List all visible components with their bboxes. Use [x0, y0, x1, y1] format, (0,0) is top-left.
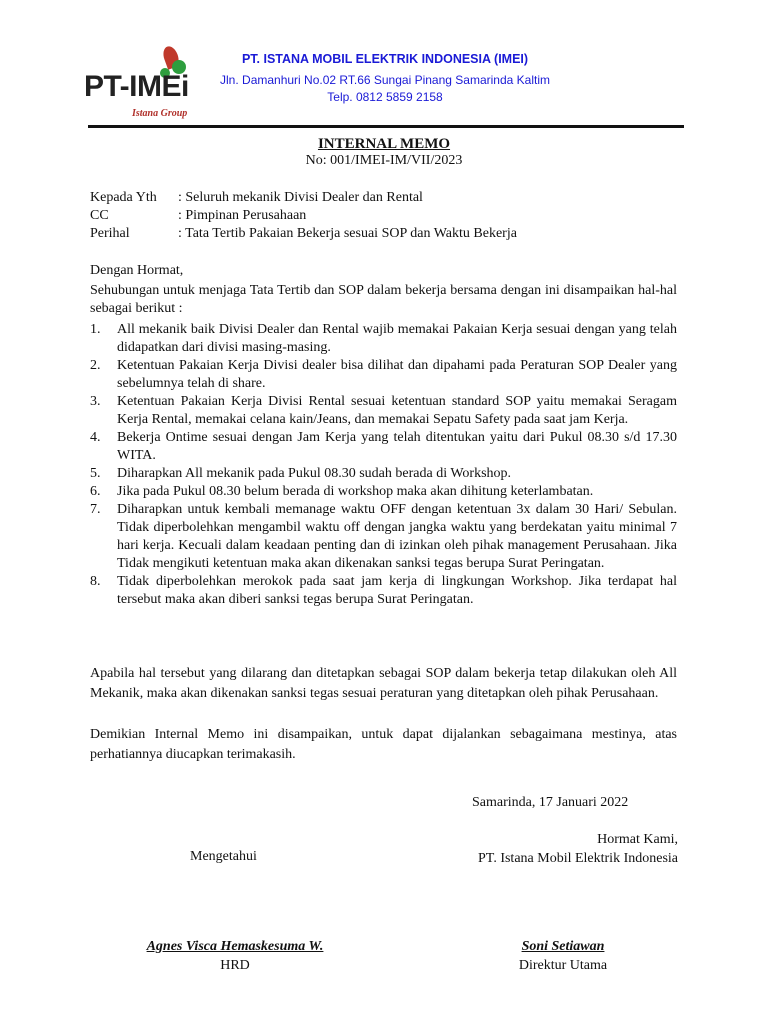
company-address: Jln. Damanhuri No.02 RT.66 Sungai Pinang Samarinda Kaltim [220, 73, 550, 87]
logo-text: PT-IMEi [84, 70, 189, 103]
list-number: 6. [90, 484, 101, 499]
list-text: Diharapkan All mekanik pada Pukul 08.30 sudah berada di Workshop. [117, 466, 512, 481]
greeting: Dengan Hormat, [90, 263, 184, 278]
list-text: Tidak diperbolehkan merokok pada saat jam kerja di lingkungan Workshop. Jika terdapat hal tersebut maka akan diberi sanksi tegas berupa Surat Peringatan. [117, 574, 677, 607]
meta-label: CC [90, 208, 109, 223]
meta-row-cc [90, 208, 517, 226]
rules-list [90, 321, 677, 609]
meta-value: : Tata Tertib Pakaian Bekerja sesuai SOP dan Waktu Bekerja [178, 226, 517, 241]
signer-name: Soni Setiawan [521, 939, 605, 954]
list-text: Jika pada Pukul 08.30 belum berada di workshop maka akan dihitung keterlambatan. [117, 484, 594, 499]
memo-number: No: 001/IMEI-IM/VII/2023 [305, 153, 463, 168]
list-number: 7. [90, 502, 101, 517]
header-divider [88, 125, 684, 128]
list-item [90, 573, 677, 609]
list-number: 3. [90, 394, 101, 409]
list-item [90, 465, 677, 483]
acknowledged-label: Mengetahui [190, 849, 257, 864]
closing-paragraph: Apabila hal tersebut yang dilarang dan ditetapkan sebagai SOP dalam bekerja tetap dilakukan oleh All Mekanik, maka akan dikenakan sanksi tegas sesuai peraturan yang ditetapkan oleh pihak Perusahaan. [90, 666, 677, 701]
intro-paragraph: Sehubungan untuk menjaga Tata Tertib dan SOP dalam bekerja bersama dengan ini disampaikan hal-hal sebagai berikut : [90, 283, 677, 316]
meta-label: Kepada Yth [90, 190, 157, 205]
company-logo [84, 42, 194, 122]
list-text: Bekerja Ontime sesuai dengan Jam Kerja yang telah ditentukan yaitu dari Pukul 08.30 s/d 17.30 WITA. [117, 430, 677, 463]
signature-director [498, 937, 628, 975]
meta-value: : Seluruh mekanik Divisi Dealer dan Rental [178, 190, 423, 205]
list-text: Diharapkan untuk kembali memanage waktu OFF dengan ketentuan 3x dalam 30 Hari/ Sebulan. Tidak diperbolehkan mengambil waktu off dengan jangka waktu yang berdekatan yaitu minimal 7 hari kerja. Kecuali dalam keadaan penting dan di izinkan oleh pihak management Perusahaan. Jika Tidak mengikuti ketentuan maka akan dikenakan sanksi tegas berupa Surat Peringatan. [117, 502, 677, 571]
logo-subtext: Istana Group [132, 108, 188, 119]
list-item [90, 483, 677, 501]
signature-hrd [130, 937, 340, 975]
place-date: Samarinda, 17 Januari 2022 [472, 795, 629, 810]
list-item [90, 501, 677, 573]
company-phone: Telp. 0812 5859 2158 [327, 90, 443, 104]
memo-title: INTERNAL MEMO [317, 136, 451, 152]
signer-title: Direktur Utama [518, 958, 608, 973]
list-number: 4. [90, 430, 101, 445]
signer-title: HRD [220, 958, 250, 973]
meta-row-subject [90, 226, 517, 244]
list-item [90, 393, 677, 429]
signer-name: Agnes Visca Hemaskesuma W. [146, 939, 324, 954]
list-item [90, 429, 677, 465]
list-text: Ketentuan Pakaian Kerja Divisi dealer bisa dilihat dan dipahami pada Peraturan SOP Dealer yang sebelumnya telah di share. [117, 358, 677, 391]
list-number: 2. [90, 358, 101, 373]
meta-value: : Pimpinan Perusahaan [178, 208, 307, 223]
list-number: 5. [90, 466, 101, 481]
thanks-paragraph: Demikian Internal Memo ini disampaikan, untuk dapat dijalankan sebagaimana mestinya, atas perhatiannya diucapkan terimakasih. [90, 727, 677, 762]
meta-row-to [90, 190, 517, 208]
list-text: Ketentuan Pakaian Kerja Divisi Rental sesuai ketentuan standard SOP yaitu memakai Seragam Kerja Rental, memakai celana kain/Jeans, dan memakai Sepatu Safety pada saat jam Kerja. [117, 394, 677, 427]
company-name: PT. ISTANA MOBIL ELEKTRIK INDONESIA (IMEI) [241, 52, 529, 66]
regards-text: Hormat Kami, [597, 832, 678, 847]
list-item [90, 357, 677, 393]
list-number: 1. [90, 322, 101, 337]
regards-block [440, 830, 678, 868]
meta-label: Perihal [90, 226, 130, 241]
memo-meta [90, 190, 517, 244]
list-text: All mekanik baik Divisi Dealer dan Rental wajib memakai Pakaian Kerja sesuai dengan yang telah didapatkan dari divisi masing-masing. [117, 322, 677, 355]
regards-company: PT. Istana Mobil Elektrik Indonesia [478, 851, 678, 866]
list-item [90, 321, 677, 357]
list-number: 8. [90, 574, 101, 589]
